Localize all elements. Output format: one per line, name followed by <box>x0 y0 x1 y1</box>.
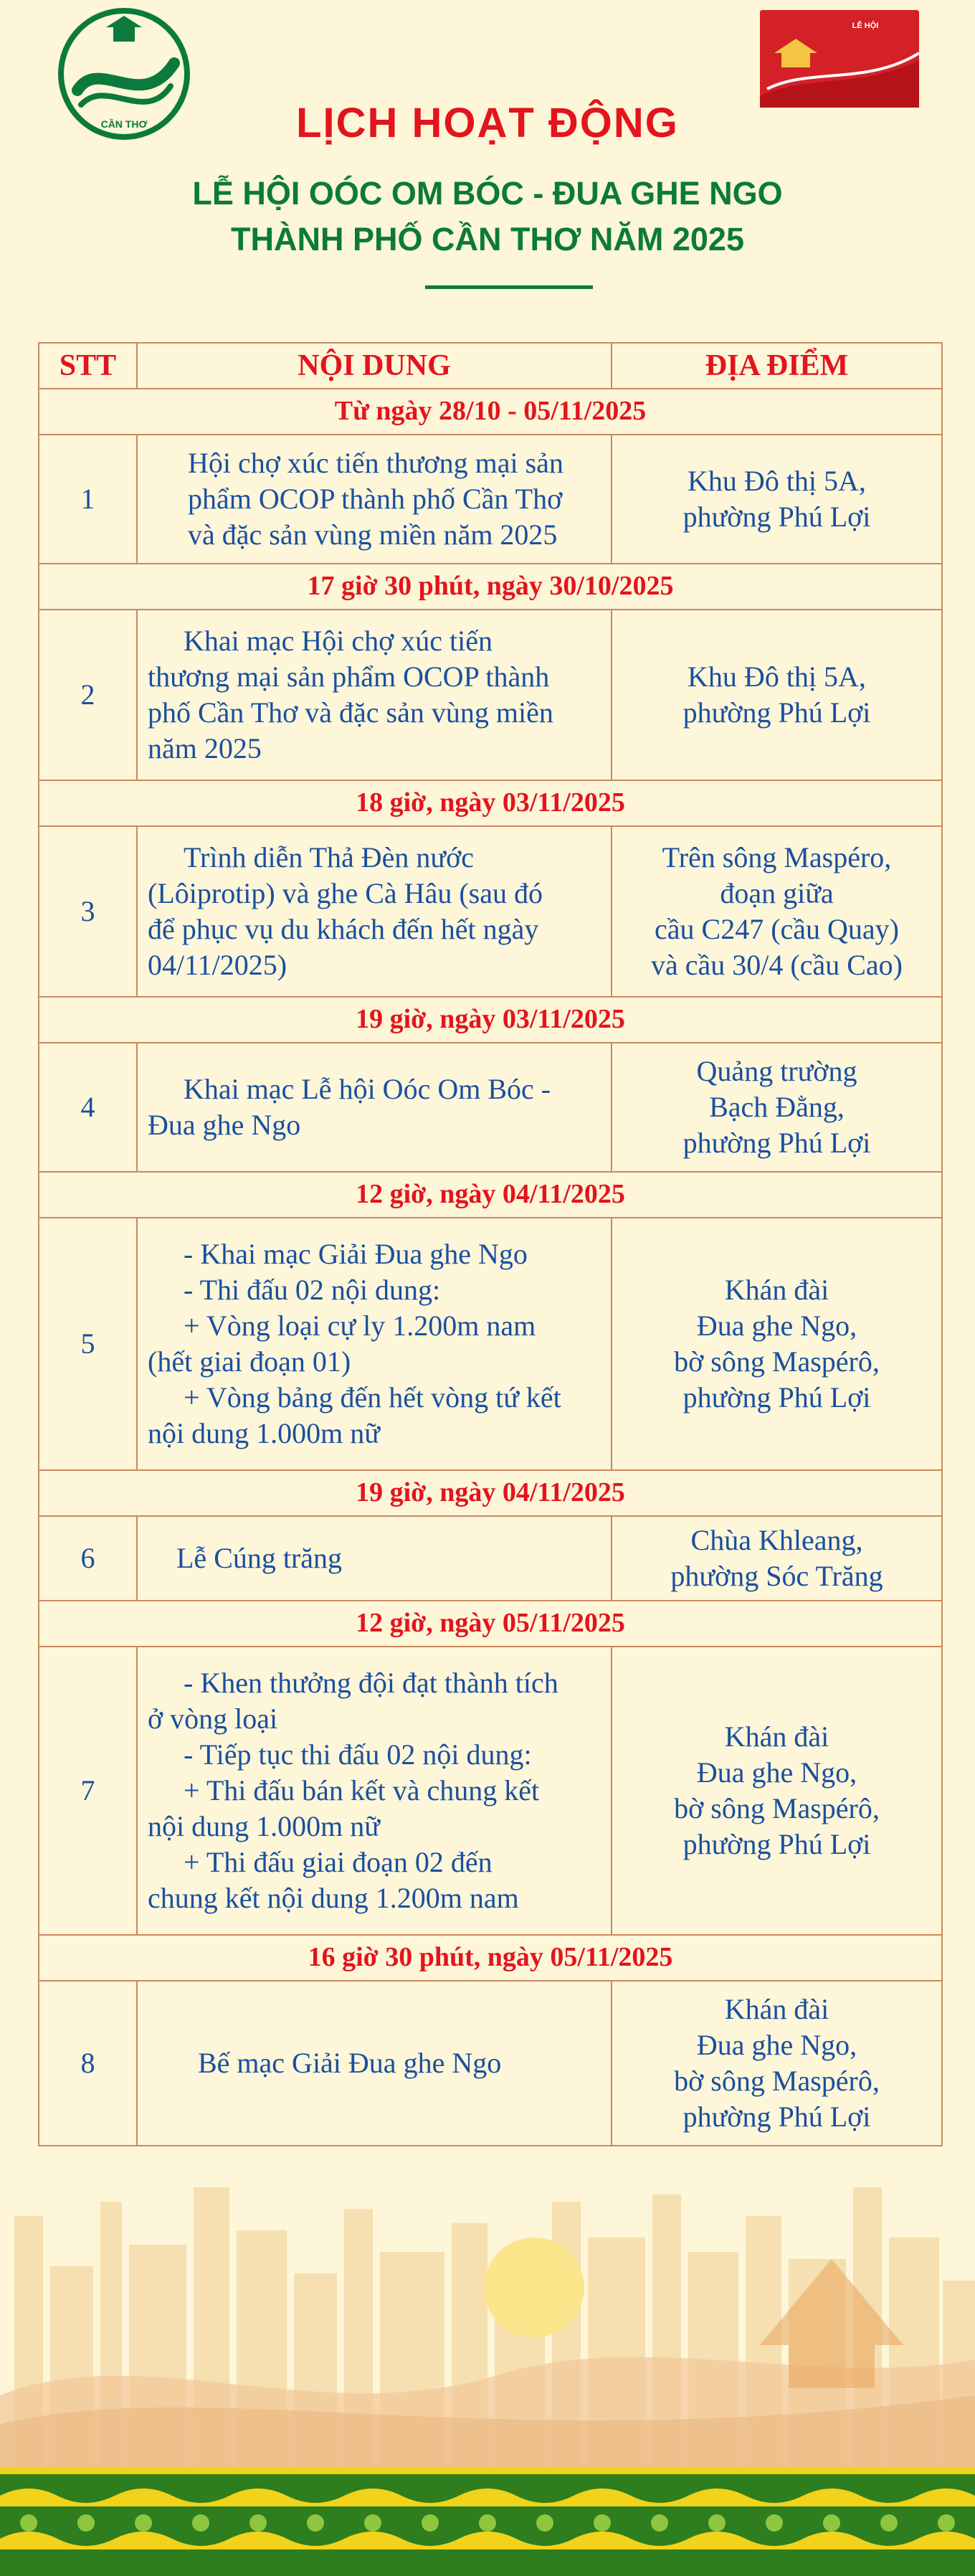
content-line: Khai mạc Hội chợ xúc tiến <box>184 625 493 657</box>
place-line: Chùa Khleang, <box>690 1524 863 1556</box>
row-number: 3 <box>39 826 137 997</box>
row-place <box>612 435 942 564</box>
date-row <box>39 1470 942 1516</box>
table-row <box>39 610 942 780</box>
header-stt: STT <box>39 343 137 389</box>
table-row <box>39 1516 942 1601</box>
row-place <box>612 1647 942 1935</box>
date-label: 12 giờ, ngày 04/11/2025 <box>39 1172 942 1218</box>
place-line: Quảng trường <box>696 1055 857 1087</box>
place-line: Đua ghe Ngo, <box>696 1756 857 1789</box>
row-content <box>137 435 612 564</box>
content-line: để phục vụ du khách đến hết ngày <box>148 913 539 945</box>
date-label: 19 giờ, ngày 04/11/2025 <box>39 1470 942 1516</box>
table-header-row <box>39 343 942 389</box>
row-content <box>137 1043 612 1172</box>
festival-logo <box>760 10 919 108</box>
content-line: (hết giai đoạn 01) <box>148 1345 351 1378</box>
festival-logo-text: LỄ HỘI <box>852 22 879 30</box>
content-line: phố Cần Thơ và đặc sản vùng miền <box>148 696 553 729</box>
header-content: NỘI DUNG <box>137 343 612 389</box>
content-line: Khai mạc Lễ hội Oóc Om Bóc - <box>184 1073 551 1105</box>
table-row <box>39 826 942 997</box>
place-line: Khán đài <box>724 1720 829 1753</box>
place-line: phường Phú Lợi <box>682 1381 871 1414</box>
place-line: bờ sông Maspérô, <box>674 1792 880 1824</box>
page-title: LỊCH HOẠT ĐỘNG <box>296 100 679 146</box>
row-place <box>612 1981 942 2146</box>
row-content <box>137 610 612 780</box>
place-line: phường Phú Lợi <box>682 1127 871 1159</box>
place-line: Bạch Đằng, <box>709 1091 845 1123</box>
row-place <box>612 1218 942 1470</box>
row-place <box>612 826 942 997</box>
date-label: 18 giờ, ngày 03/11/2025 <box>39 780 942 826</box>
table-row <box>39 1218 942 1470</box>
content-line: nội dung 1.000m nữ <box>148 1417 380 1449</box>
content-line: năm 2025 <box>148 732 262 764</box>
content-line: - Khai mạc Giải Đua ghe Ngo <box>184 1238 528 1270</box>
date-row <box>39 389 942 435</box>
table-row <box>39 1647 942 1935</box>
content-line: Bế mạc Giải Đua ghe Ngo <box>198 2047 502 2079</box>
date-row <box>39 997 942 1043</box>
content-line: (Lôiprotip) và ghe Cà Hâu (sau đó <box>148 877 543 909</box>
row-number: 1 <box>39 435 137 564</box>
content-line: nội dung 1.000m nữ <box>148 1810 380 1842</box>
content-line: - Thi đấu 02 nội dung: <box>184 1274 441 1306</box>
content-line: + Vòng loại cự ly 1.200m nam <box>184 1310 536 1342</box>
content-line: + Vòng bảng đến hết vòng tứ kết <box>184 1381 561 1414</box>
date-label: Từ ngày 28/10 - 05/11/2025 <box>39 389 942 435</box>
date-row <box>39 564 942 610</box>
row-number: 8 <box>39 1981 137 2146</box>
date-row <box>39 1601 942 1647</box>
content-line: Hội chợ xúc tiến thương mại sản <box>188 447 563 479</box>
page-subtitle-line2: THÀNH PHỐ CẦN THƠ NĂM 2025 <box>231 221 744 257</box>
row-number: 2 <box>39 610 137 780</box>
content-line: + Thi đấu giai đoạn 02 đến <box>184 1846 493 1878</box>
content-line: - Tiếp tục thi đấu 02 nội dung: <box>184 1738 532 1771</box>
row-content <box>137 1516 612 1601</box>
page-subtitle-line1: LỄ HỘI OÓC OM BÓC - ĐUA GHE NGO <box>192 175 783 212</box>
content-line: phẩm OCOP thành phố Cần Thơ <box>188 483 563 515</box>
row-place <box>612 1516 942 1601</box>
table-row <box>39 435 942 564</box>
row-content <box>137 826 612 997</box>
table-row <box>39 1981 942 2146</box>
place-line: Khu Đô thị 5A, <box>688 465 866 497</box>
title-divider <box>425 285 593 289</box>
header-place: ĐỊA ĐIỂM <box>612 343 942 389</box>
place-line: Khán đài <box>724 1274 829 1306</box>
place-line: bờ sông Maspérô, <box>674 1345 880 1378</box>
content-line: + Thi đấu bán kết và chung kết <box>184 1774 540 1806</box>
content-line: và đặc sản vùng miền năm 2025 <box>188 518 558 551</box>
row-place <box>612 1043 942 1172</box>
schedule-table <box>38 342 943 2146</box>
content-line: Lễ Cúng trăng <box>176 1542 343 1574</box>
place-line: và cầu 30/4 (cầu Cao) <box>651 949 903 981</box>
row-number: 5 <box>39 1218 137 1470</box>
date-label: 19 giờ, ngày 03/11/2025 <box>39 997 942 1043</box>
row-content <box>137 1981 612 2146</box>
row-content <box>137 1218 612 1470</box>
place-line: Khán đài <box>724 1993 829 2025</box>
row-place <box>612 610 942 780</box>
place-line: Trên sông Maspéro, <box>662 841 892 873</box>
place-line: Đua ghe Ngo, <box>696 2029 857 2061</box>
date-row <box>39 1172 942 1218</box>
content-line: Đua ghe Ngo <box>148 1109 301 1141</box>
content-line: Trình diễn Thả Đèn nước <box>184 841 475 873</box>
table-row <box>39 1043 942 1172</box>
row-number: 7 <box>39 1647 137 1935</box>
row-content <box>137 1647 612 1935</box>
place-line: phường Phú Lợi <box>682 696 871 729</box>
place-line: phường Phú Lợi <box>682 1828 871 1860</box>
place-line: cầu C247 (cầu Quay) <box>655 913 899 945</box>
row-number: 4 <box>39 1043 137 1172</box>
date-row <box>39 780 942 826</box>
content-line: - Khen thưởng đội đạt thành tích <box>184 1667 558 1699</box>
date-label: 12 giờ, ngày 05/11/2025 <box>39 1601 942 1647</box>
content-line: ở vòng loại <box>148 1703 278 1735</box>
place-line: Đua ghe Ngo, <box>696 1310 857 1342</box>
date-label: 17 giờ 30 phút, ngày 30/10/2025 <box>39 564 942 610</box>
decorative-pattern-band <box>0 2467 975 2576</box>
content-line: thương mại sản phẩm OCOP thành <box>148 660 550 693</box>
logo-left-caption: CẦN THƠ <box>100 118 148 130</box>
date-label: 16 giờ 30 phút, ngày 05/11/2025 <box>39 1935 942 1981</box>
date-row <box>39 1935 942 1981</box>
row-number: 6 <box>39 1516 137 1601</box>
city-skyline-illustration <box>0 2159 975 2474</box>
place-line: phường Phú Lợi <box>682 501 871 533</box>
content-line: chung kết nội dung 1.200m nam <box>148 1882 519 1914</box>
place-line: bờ sông Maspérô, <box>674 2065 880 2097</box>
place-line: phường Phú Lợi <box>682 2101 871 2133</box>
content-line: 04/11/2025) <box>148 949 287 981</box>
place-line: phường Sóc Trăng <box>670 1560 883 1592</box>
place-line: đoạn giữa <box>720 877 834 909</box>
place-line: Khu Đô thị 5A, <box>688 660 866 693</box>
